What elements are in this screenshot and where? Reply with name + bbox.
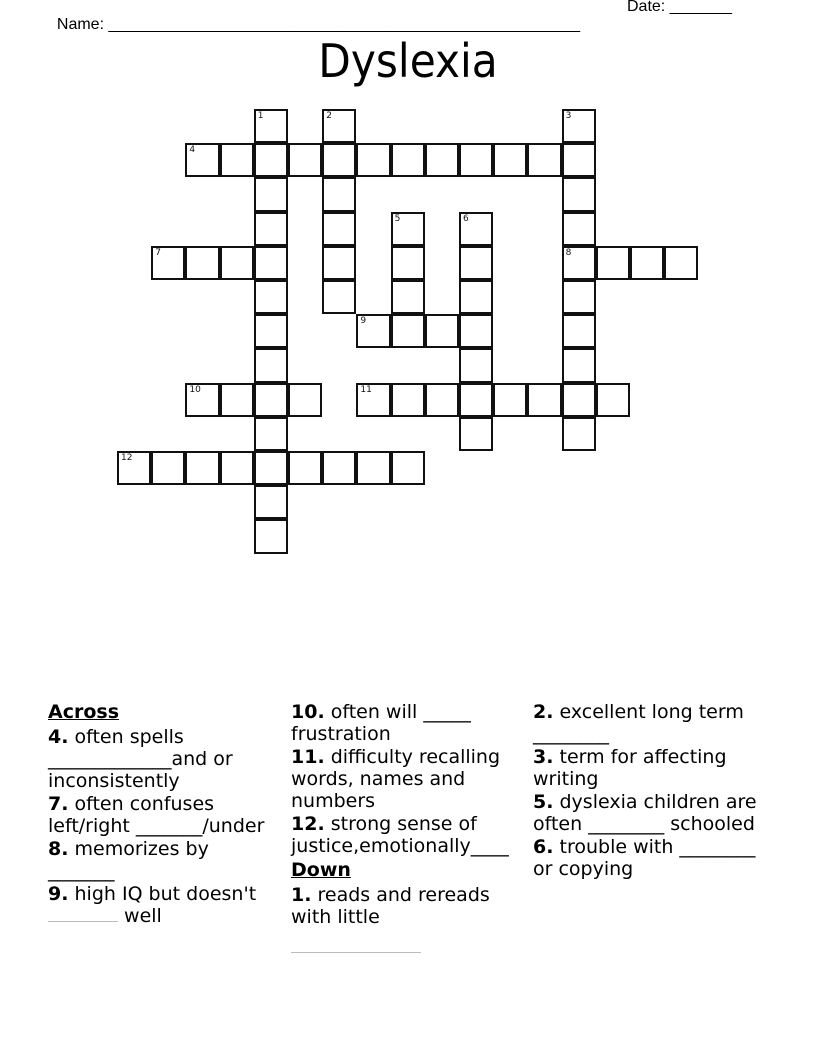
clue-across-11: 11. difficulty recalling words, names and numbers <box>291 746 501 812</box>
clue-number: 6 <box>463 213 469 224</box>
clue-down-3: 3. term for affecting writing <box>533 746 727 790</box>
crossword-cell[interactable] <box>356 451 390 485</box>
clue-number: 10 <box>189 384 201 395</box>
clue-down-5: 5. dyslexia children are often ________ schooled <box>533 791 757 835</box>
clue-across-12: 12. strong sense of justice,emotionally____ <box>291 813 509 857</box>
crossword-cell[interactable] <box>459 280 493 314</box>
name-field[interactable]: Name: _____________________________________________________ <box>56 16 581 33</box>
crossword-cell[interactable] <box>288 451 322 485</box>
answer-blank <box>48 905 118 922</box>
crossword-cell[interactable] <box>630 246 664 280</box>
crossword-cell[interactable] <box>322 177 356 211</box>
crossword-cell[interactable] <box>459 314 493 348</box>
crossword-cell[interactable] <box>459 348 493 382</box>
crossword-cell[interactable] <box>391 314 425 348</box>
crossword-cell[interactable] <box>185 246 219 280</box>
crossword-cell[interactable] <box>527 143 561 177</box>
crossword-cell[interactable] <box>596 383 630 417</box>
crossword-cell[interactable] <box>459 212 493 246</box>
crossword-cell[interactable] <box>117 451 151 485</box>
crossword-cell[interactable] <box>220 246 254 280</box>
crossword-cell[interactable] <box>562 212 596 246</box>
puzzle-title: Dyslexia <box>318 34 498 88</box>
clue-number: 5 <box>394 213 401 224</box>
clue-number: 3 <box>565 111 572 121</box>
crossword-cell[interactable] <box>459 143 493 177</box>
crossword-cell[interactable] <box>151 451 185 485</box>
crossword-cell[interactable] <box>527 383 561 417</box>
crossword-cell[interactable] <box>562 177 596 211</box>
answer-blank <box>291 936 421 953</box>
crossword-cell[interactable] <box>322 143 356 177</box>
crossword-cell[interactable] <box>562 314 596 348</box>
crossword-cell[interactable] <box>254 177 288 211</box>
crossword-cell[interactable] <box>254 348 288 382</box>
crossword-cell[interactable] <box>562 246 596 280</box>
clue-number: 2 <box>326 111 332 121</box>
crossword-cell[interactable] <box>254 109 288 143</box>
clue-across-8: 8. memorizes by _______ <box>48 838 209 882</box>
crossword-cell[interactable] <box>562 417 596 451</box>
crossword-cell[interactable] <box>356 383 390 417</box>
crossword-cell[interactable] <box>254 519 288 553</box>
crossword-cell[interactable] <box>562 280 596 314</box>
crossword-cell[interactable] <box>664 246 698 280</box>
crossword-cell[interactable] <box>185 143 219 177</box>
crossword-cell[interactable] <box>356 314 390 348</box>
crossword-cell[interactable] <box>220 451 254 485</box>
crossword-cell[interactable] <box>254 143 288 177</box>
crossword-cell[interactable] <box>562 348 596 382</box>
crossword-cell[interactable] <box>562 383 596 417</box>
crossword-cell[interactable] <box>254 451 288 485</box>
crossword-cell[interactable] <box>185 383 219 417</box>
clue-across-4: 4. often spells _____________and or inconsistently <box>48 726 233 792</box>
crossword-cell[interactable] <box>322 246 356 280</box>
crossword-cell[interactable] <box>425 383 459 417</box>
crossword-cell[interactable] <box>391 383 425 417</box>
crossword-cell[interactable] <box>391 280 425 314</box>
crossword-cell[interactable] <box>254 417 288 451</box>
crossword-cell[interactable] <box>356 143 390 177</box>
clue-number: 8 <box>565 247 572 258</box>
crossword-cell[interactable] <box>254 246 288 280</box>
crossword-cell[interactable] <box>322 280 356 314</box>
clue-down-2: 2. excellent long term ________ <box>533 701 744 745</box>
crossword-cell[interactable] <box>288 143 322 177</box>
clue-number: 4 <box>189 145 196 156</box>
crossword-cell[interactable] <box>322 451 356 485</box>
across-heading: Across <box>48 701 120 723</box>
clue-number: 12 <box>121 453 133 463</box>
clue-down-1: 1. reads and rereads with little <box>291 884 531 958</box>
crossword-cell[interactable] <box>391 143 425 177</box>
crossword-cell[interactable] <box>151 246 185 280</box>
crossword-cell[interactable] <box>493 143 527 177</box>
clues-column-2 <box>291 701 531 959</box>
crossword-cell[interactable] <box>322 212 356 246</box>
crossword-cell[interactable] <box>459 417 493 451</box>
crossword-cell[interactable] <box>425 143 459 177</box>
clue-down-6: 6. trouble with ________ or copying <box>533 836 756 880</box>
crossword-cell[interactable] <box>391 246 425 280</box>
crossword-cell[interactable] <box>562 143 596 177</box>
crossword-cell[interactable] <box>596 246 630 280</box>
crossword-cell[interactable] <box>220 383 254 417</box>
clues-column-3 <box>533 701 773 881</box>
crossword-cell[interactable] <box>562 109 596 143</box>
clue-across-10: 10. often will _____ frustration <box>291 701 471 745</box>
clues-column-1 <box>48 701 278 928</box>
date-field[interactable]: Date: _______ <box>627 0 732 15</box>
clue-number: 9 <box>360 316 367 327</box>
crossword-cell[interactable] <box>322 109 356 143</box>
crossword-cell[interactable] <box>254 314 288 348</box>
clue-number: 11 <box>360 384 372 395</box>
crossword-cell[interactable] <box>254 280 288 314</box>
crossword-cell[interactable] <box>254 485 288 519</box>
crossword-cell[interactable] <box>288 383 322 417</box>
crossword-cell[interactable] <box>391 212 425 246</box>
clue-across-9: 9. high IQ but doesn't well <box>48 883 257 927</box>
crossword-cell[interactable] <box>459 246 493 280</box>
clue-number: 1 <box>257 111 264 121</box>
crossword-cell[interactable] <box>185 451 219 485</box>
down-heading: Down <box>291 859 351 881</box>
clue-across-7: 7. often confuses left/right _______/under <box>48 793 265 837</box>
crossword-cell[interactable] <box>254 383 288 417</box>
crossword-cell[interactable] <box>254 212 288 246</box>
crossword-cell[interactable] <box>493 383 527 417</box>
crossword-cell[interactable] <box>459 383 493 417</box>
crossword-cell[interactable] <box>425 314 459 348</box>
crossword-cell[interactable] <box>220 143 254 177</box>
crossword-cell[interactable] <box>391 451 425 485</box>
clue-number: 7 <box>155 247 161 258</box>
